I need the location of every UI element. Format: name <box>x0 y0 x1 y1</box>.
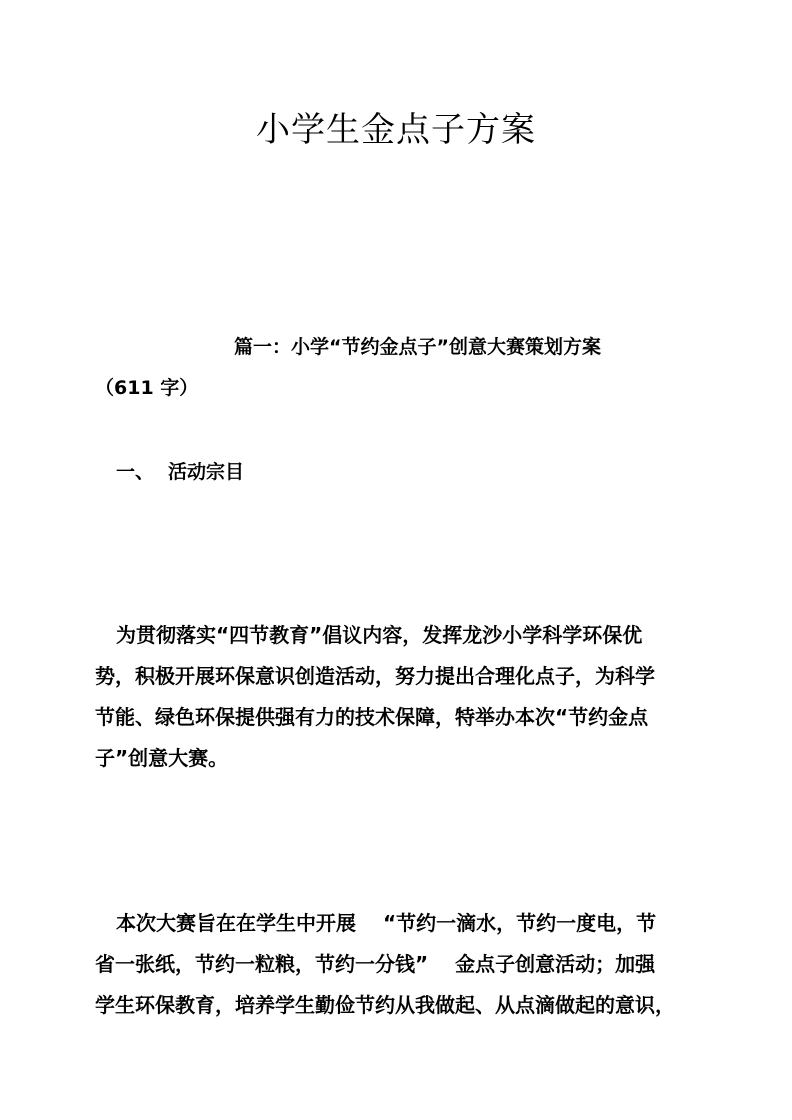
body-paragraph-1 <box>95 615 695 779</box>
paragraph-line: 节能、绿色环保提供强有力的技术保障，特举办本次“节约金点 <box>95 705 649 729</box>
paragraph-line: 学生环保教育，培养学生勤俭节约从我做起、从点滴做起的意识， <box>95 993 675 1017</box>
subsection-label: 活动宗目 <box>168 461 245 483</box>
paragraph-line: 为贯彻落实“四节教育”倡议内容，发挥龙沙小学科学环保优 <box>116 623 643 647</box>
paragraph-line: 本次大赛旨在在学生中开展 “节约一滴水，节约一度电，节 <box>116 911 657 935</box>
body-paragraph-2 <box>95 903 695 1026</box>
paragraph-line: 子”创意大赛。 <box>95 746 229 770</box>
section-heading-word-count: （611 字） <box>95 377 199 399</box>
paragraph-line: 省一张纸，节约一粒粮，节约一分钱” 金点子创意活动；加强 <box>95 952 656 976</box>
document-title: 小学生金点子方案 <box>256 110 536 150</box>
subsection-heading <box>116 457 244 484</box>
subsection-number: 一、 <box>116 461 155 483</box>
paragraph-line: 势，积极开展环保意识创造活动，努力提出合理化点子，为科学 <box>95 664 655 688</box>
section-heading: 篇一：小学“节约金点子”创意大赛策划方案 <box>234 336 601 358</box>
